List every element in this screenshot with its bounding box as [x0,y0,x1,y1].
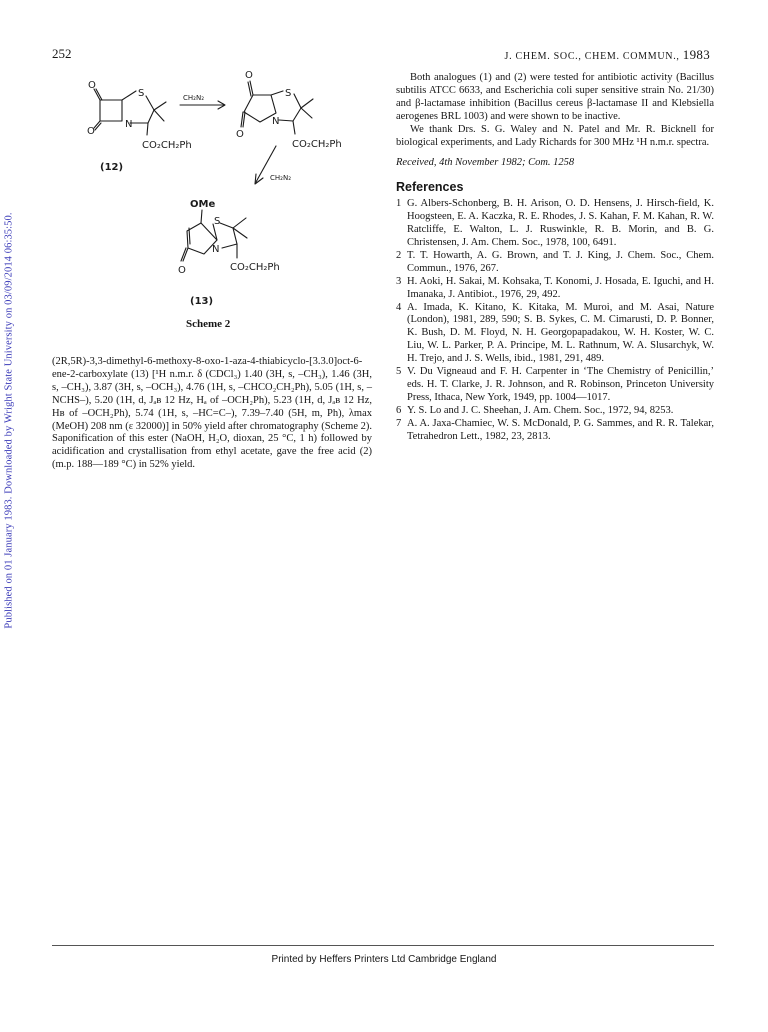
svg-text:N: N [125,119,133,130]
right-column [396,72,714,443]
reference-text: H. Aoki, H. Sakai, M. Kohsaka, T. Konomi, J. Hosada, E. Iguchi, and H. Imanaka, J. Antibiot., 1976, 29, 492. [407,275,714,300]
svg-text:S: S [138,88,145,99]
results-paragraph: Both analogues (1) and (2) were tested for antibiotic activity (Bacillus subtilis ATCC 6633, and Escherichia coli super sensitive strain No. 21/30) and β-lactamase inhibition (Bacillus cereus β-lactamase II and Klebsiella aerogenes BRL 1003) and were shown to be inactive. [396,72,714,122]
printer-credit: Printed by Heffers Printers Ltd Cambridge England [271,954,497,965]
svg-text:O: O [87,126,95,137]
footer-rule [52,945,714,946]
references-list [396,198,714,443]
reference-item [396,276,714,302]
svg-text:O: O [88,80,96,91]
methoxy-label: OMe [190,199,216,210]
reference-number: 7 [396,417,402,429]
reference-number: 6 [396,404,402,416]
reagent-1: CH₂N₂ [183,94,204,102]
svg-text:N: N [272,116,280,127]
reference-number: 2 [396,249,402,261]
reference-text: V. Du Vigneaud and F. H. Carpenter in ‘The Chemistry of Penicillin,’ eds. H. T. Clarke, J. R. Johnson, and R. Robinson, Princeton University Press, Ithaca, New York, 1949, pp. 1004—1017. [407,366,714,403]
page-number: 252 [52,46,72,61]
acknowledgements: We thank Drs. S. G. Waley and N. Patel and Mr. R. Bicknell for biological experiments, and Lady Richards for 300 MHz ¹H n.m.r. spectra. [396,123,714,148]
left-column [52,356,372,472]
compound-label-12: (12) [100,162,124,173]
reference-number: 1 [396,198,402,210]
journal-name: J. CHEM. SOC., CHEM. COMMUN., [504,51,680,62]
running-header [505,47,710,63]
download-stamp [2,210,16,630]
reagent-2: CH₂N₂ [270,174,291,182]
reference-item [396,418,714,444]
references-heading: References [396,180,464,195]
svg-text:S: S [214,216,221,227]
svg-text:N: N [212,244,220,255]
download-stamp-text: Published on 01 January 1983. Downloaded by Wright State University on 03/09/2014 06:35:50. [3,211,15,629]
ester-group-12: CO₂CH₂Ph [142,140,192,151]
scheme-caption: Scheme 2 [186,318,231,330]
reference-number: 3 [396,275,402,287]
reference-item [396,302,714,367]
svg-text:O: O [178,265,186,276]
reference-text: Y. S. Lo and J. C. Sheehan, J. Am. Chem. Soc., 1972, 94, 8253. [407,404,674,416]
ester-group-13: CO₂CH₂Ph [230,262,280,273]
svg-text:S: S [285,88,292,99]
reference-item [396,250,714,276]
compound-label-13: (13) [190,296,214,307]
compound-13-characterisation: (2R,5R)-3,3-dimethyl-6-methoxy-8-oxo-1-aza-4-thiabicyclo-[3.3.0]oct-6-ene-2-carboxylate (13) [¹H n.m.r. δ (CDCl₃) 1.40 (3H, s, –CH₃), 1.46 (3H, s, –CH₃), 3.87 (3H, s, –OCH₃), 4.76 (1H, s, –CHCO₂CH₂Ph), 5.05 (1H, s, –NCHS–), 5.20 (1H, d, Jₐʙ 12 Hz, Hₐ of –OCH₂Ph), 5.23 (1H, d, Jₐʙ 12 Hz, Hʙ of –OCH₂Ph), 5.74 (1H, s, –HC=C–), 7.39–7.40 (5H, m, Ph), λmax (MeOH) 208 nm (ε 32000)] in 50% yield after chromatography (Scheme 2). Saponification of this ester (NaOH, H₂O, dioxan, 25 °C, 1 h) followed by acidification and crystallisation from ethyl acetate, gave the free acid (2) (m.p. 188—189 °C) in 52% yield. [52,356,372,471]
svg-text:O: O [245,70,253,81]
reference-item [396,366,714,405]
reference-number: 4 [396,301,402,313]
reference-text: T. T. Howarth, A. G. Brown, and T. J. King, J. Chem. Soc., Chem. Commun., 1976, 267. [407,249,714,274]
svg-text:O: O [236,129,244,140]
reference-text: G. Albers-Schonberg, B. H. Arison, O. D. Hensens, J. Hirsch-field, K. Hoogsteen, E. A. Kaczka, R. E. Rhodes, J. S. Kahan, F. M. Kahan, R. W. Ratcliffe, E. Walton, L. J. Ruswinkle, R. B. Morin, and B. G. Christensen, J. Am. Chem. Soc., 1978, 100, 6491. [407,198,714,248]
reference-text: A. A. Jaxa-Chamiec, W. S. McDonald, P. G. Sammes, and R. R. Talekar, Tetrahedron Lett., 1982, 23, 2813. [407,417,714,442]
reference-text: A. Imada, K. Kitano, K. Kitaka, M. Muroi, and M. Asai, Nature (London), 1981, 289, 590; S. B. Sykes, C. M. Cimarusti, D. P. Bonner, K. Bush, D. M. Floyd, N. H. Georgopapadakou, W. H. Koster, W. C. Liu, W. L. Parker, P. A. Principe, M. L. Rathnum, W. A. Slusarchyk, W. H. Trejo, and J. S. Wells, ibid., 1981, 291, 489. [407,301,714,365]
reference-number: 5 [396,366,402,378]
reaction-arrow-1 [180,101,225,109]
reference-item [396,405,714,418]
reference-item [396,198,714,250]
ester-group-intermediate: CO₂CH₂Ph [292,139,342,150]
received-date: Received, 4th November 1982; Com. 1258 [396,157,575,169]
scheme-2-figure [80,66,370,336]
journal-year: 1983 [682,47,710,62]
